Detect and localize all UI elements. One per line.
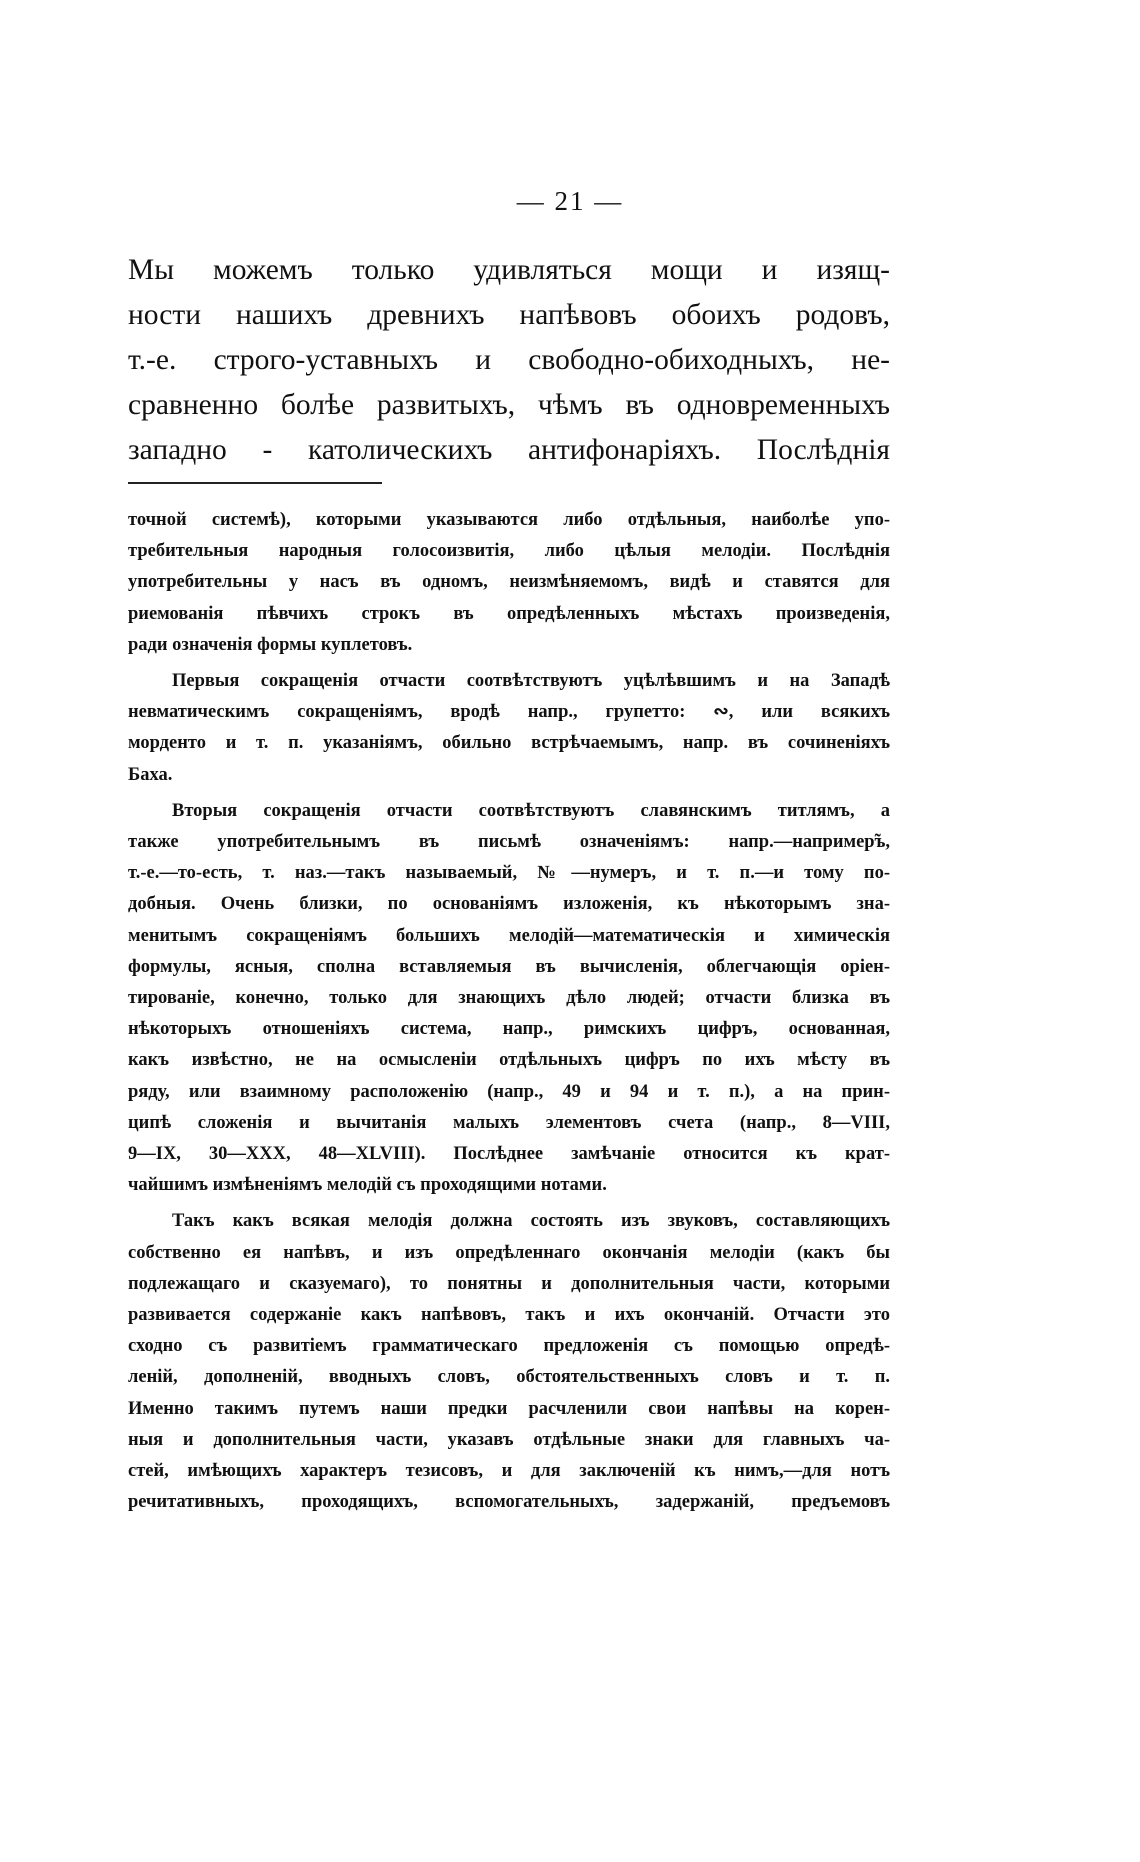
footnote-line: Баха.: [128, 764, 173, 785]
footnotes: [128, 505, 890, 1519]
main-text: [128, 248, 890, 473]
footnote-line: 9—IX, 30—XXX, 48—XLVIII). Послѣднее замѣчаніе относится къ крат-: [128, 1144, 890, 1165]
footnote-line: стей, имѣющихъ характеръ тезисовъ, и для заключеній къ нимъ,—для нотъ: [128, 1461, 890, 1482]
footnote-line: ципѣ сложенія и вычитанія малыхъ элементовъ счета (напр., 8—VIII,: [128, 1112, 890, 1133]
footnote-line: ныя и дополнительныя части, указавъ отдѣльные знаки для главныхъ ча-: [128, 1429, 890, 1450]
main-text-line: сравненно болѣе развитыхъ, чѣмъ въ одновременныхъ: [128, 389, 890, 421]
footnote-line: подлежащаго и сказуемаго), то понятны и дополнительныя части, которыми: [128, 1273, 890, 1294]
footnote-line: также употребительнымъ въ письмѣ означеніямъ: напр.—например̃ъ,: [128, 832, 890, 853]
footnote-line: леній, дополненій, вводныхъ словъ, обстоятельственныхъ словъ и т. п.: [128, 1367, 890, 1388]
footnote-line: употребительны у насъ въ одномъ, неизмѣняемомъ, видѣ и ставятся для: [128, 572, 890, 593]
footnote-line: развивается содержаніе какъ напѣвовъ, такъ и ихъ окончаній. Отчасти это: [128, 1305, 890, 1326]
footnote-line: Вторыя сокращенія отчасти соотвѣтствуютъ славянскимъ титлямъ, а: [172, 800, 890, 821]
footnote-line: т.-е.—то-есть, т. наз.—такъ называемый, №—нумеръ, и т. п.—и тому по-: [128, 863, 890, 884]
main-text-line: т.-е. строго-уставныхъ и свободно-обиходныхъ, не-: [128, 344, 890, 376]
footnote-line: Именно такимъ путемъ наши предки расчленили свои напѣвы на корен-: [128, 1398, 890, 1419]
footnote-line: речитативныхъ, проходящихъ, вспомогательныхъ, задержаній, предъемовъ: [128, 1492, 890, 1513]
main-text-line: западно - католическихъ антифонаріяхъ. Послѣднія: [128, 434, 890, 466]
footnote-line: тированіе, конечно, только для знающихъ дѣло людей; отчасти близка въ: [128, 988, 890, 1009]
footnote-line: Первыя сокращенія отчасти соотвѣтствуютъ уцѣлѣвшимъ и на Западѣ: [172, 671, 890, 692]
footnote-line: чайшимъ измѣненіямъ мелодій съ проходящими нотами.: [128, 1175, 607, 1196]
footnote-divider: [128, 482, 382, 484]
footnote-line: добныя. Очень близки, по основаніямъ изложенія, къ нѣкоторымъ зна-: [128, 894, 890, 915]
footnote-line: нѣкоторыхъ отношеніяхъ система, напр., римскихъ цифръ, основанная,: [128, 1019, 890, 1040]
page-number: — 21 —: [516, 186, 624, 216]
footnote-line: требительныя народныя голосоизвитія, либо цѣлыя мелодіи. Послѣднія: [128, 541, 890, 562]
footnote-line: сходно съ развитіемъ грамматическаго предложенія съ помощью опредѣ-: [128, 1336, 890, 1357]
footnote-line: собственно ея напѣвъ, и изъ опредѣленнаго окончанія мелодіи (какъ бы: [128, 1242, 890, 1263]
footnote-line: ради означенія формы куплетовъ.: [128, 634, 413, 655]
main-text-line: Мы можемъ только удивляться мощи и изящ-: [128, 254, 890, 286]
footnote-line: ряду, или взаимному расположенію (напр., 49 и 94 и т. п.), а на прин-: [128, 1081, 890, 1102]
footnote-line: морденто и т. п. указаніямъ, обильно встрѣчаемымъ, напр. въ сочиненіяхъ: [128, 733, 890, 754]
footnote-line: точной системѣ), которыми указываются либо отдѣльныя, наиболѣе упо-: [128, 510, 890, 530]
main-text-line: ности нашихъ древнихъ напѣвовъ обоихъ родовъ,: [128, 299, 890, 331]
footnote-line: какъ извѣстно, не на осмысленіи отдѣльныхъ цифръ по ихъ мѣсту въ: [128, 1050, 890, 1071]
footnote-line: невматическимъ сокращеніямъ, вродѣ напр., групетто: ∾, или всякихъ: [128, 702, 890, 723]
footnote-line: формулы, ясныя, сполна вставляемыя въ вычисленія, облегчающія оріен-: [128, 956, 890, 977]
footnote-line: менитымъ сокращеніямъ большихъ мелодій—математическія и химическія: [128, 925, 890, 946]
footnote-line: Такъ какъ всякая мелодія должна состоять изъ звуковъ, составляющихъ: [172, 1211, 890, 1232]
footnote-line: риемованія пѣвчихъ строкъ въ опредѣленныхъ мѣстахъ произведенія,: [128, 603, 890, 624]
